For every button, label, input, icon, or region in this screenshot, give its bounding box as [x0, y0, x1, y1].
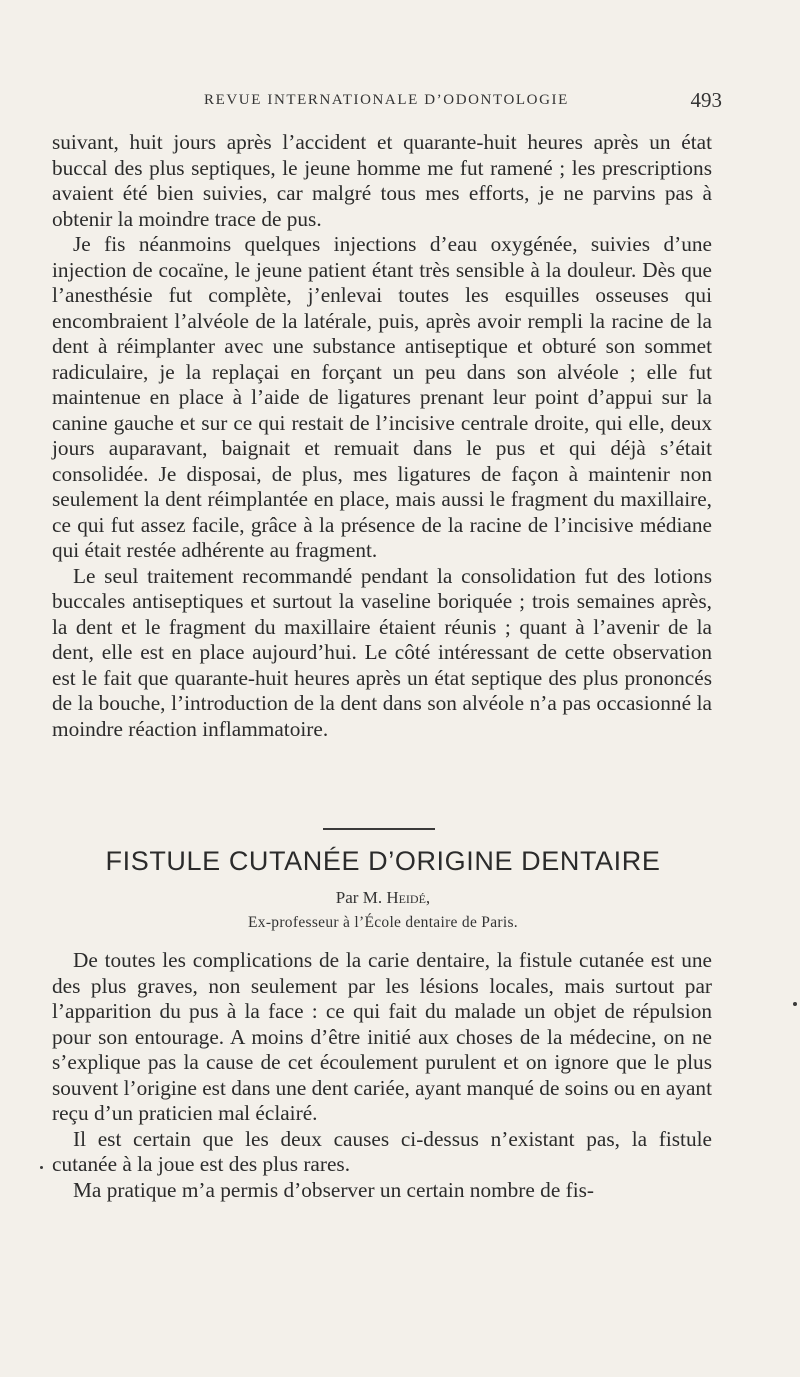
author-name: Heidé, — [386, 888, 431, 907]
byline — [52, 888, 714, 908]
author-affiliation: Ex-professeur à l’École dentaire de Paris. — [248, 914, 518, 931]
ink-speck — [40, 1166, 43, 1169]
article-title: FISTULE CUTANÉE D’ORIGINE DENTAIRE — [105, 846, 661, 876]
page-number: 493 — [690, 88, 722, 112]
paragraph: De toutes les complications de la carie dentaire, la fistule cutanée est une des plus graves, non seulement par les lésions locales, mais surtout par l’apparition du pus à la face : ce qui fait du malade un objet de répulsion pour son entourage. A moins d’être initié aux choses de la médecine, on ne s’explique pas la cause de cet écoulement purulent et on ignore que le plus souvent l’origine est dans une dent cariée, ayant manqué de soins ou en ayant reçu d’un praticien mal éclairé. — [52, 948, 712, 1125]
byline-prefix: Par M. — [335, 888, 383, 907]
article-body — [52, 948, 712, 1203]
paragraph: Le seul traitement recommandé pendant la consolidation fut des lotions buccales antiseptiques et surtout la vaseline boriquée ; trois semaines après, la dent et le fragment du maxillaire étaient réunis ; quant à l’avenir de la dent, elle est en place aujourd’hui. Le côté intéressant de cette observation est le fait que quarante-huit heures après un état septique des plus prononcés de la bouche, l’introduction de la dent dans son alvéole n’a pas occasionné la moindre réaction inflammatoire. — [52, 563, 712, 741]
section-divider — [323, 828, 435, 830]
paragraph: Il est certain que les deux causes ci-dessus n’existant pas, la fistule cutanée à la joue est des plus rares. — [52, 1126, 712, 1176]
paragraph: Je fis néanmoins quelques injections d’eau oxygénée, suivies d’une injection de cocaïne, le jeune patient étant très sensible à la douleur. Dès que l’anesthésie fut complète, j’enlevai toutes les esquilles osseuses qui encombraient l’alvéole de la latérale, puis, après avoir rempli la racine de la dent à réimplanter avec une substance antiseptique et obturé son sommet radiculaire, je la replaçai en forçant un peu dans son alvéole ; elle fut maintenue en place à l’aide de ligatures prenant leur point d’appui sur la canine gauche et sur ce qui restait de l’incisive centrale droite, qui elle, deux jours auparavant, baignait et remuait dans le pus et qui déjà s’était consolidée. Je disposai, de plus, mes ligatures de façon à maintenir non seulement la dent réimplantée en place, mais aussi le fragment du maxillaire, ce qui fut assez facile, grâce à la présence de la racine de l’incisive médiane qui était restée adhérente au fragment. — [52, 232, 712, 562]
ink-speck — [793, 1002, 797, 1006]
continued-text — [52, 130, 712, 742]
running-head — [52, 88, 722, 116]
paragraph: suivant, huit jours après l’accident et quarante-huit heures après un état buccal des plus septiques, le jeune homme me fut ramené ; les prescriptions avaient été bien suivies, car malgré tous mes efforts, je ne parvins pas à obtenir la moindre trace de pus. — [52, 130, 712, 231]
running-title: REVUE INTERNATIONALE D’ODONTOLOGIE — [204, 92, 569, 108]
paragraph: Ma pratique m’a permis d’observer un certain nombre de fis- — [73, 1177, 594, 1202]
